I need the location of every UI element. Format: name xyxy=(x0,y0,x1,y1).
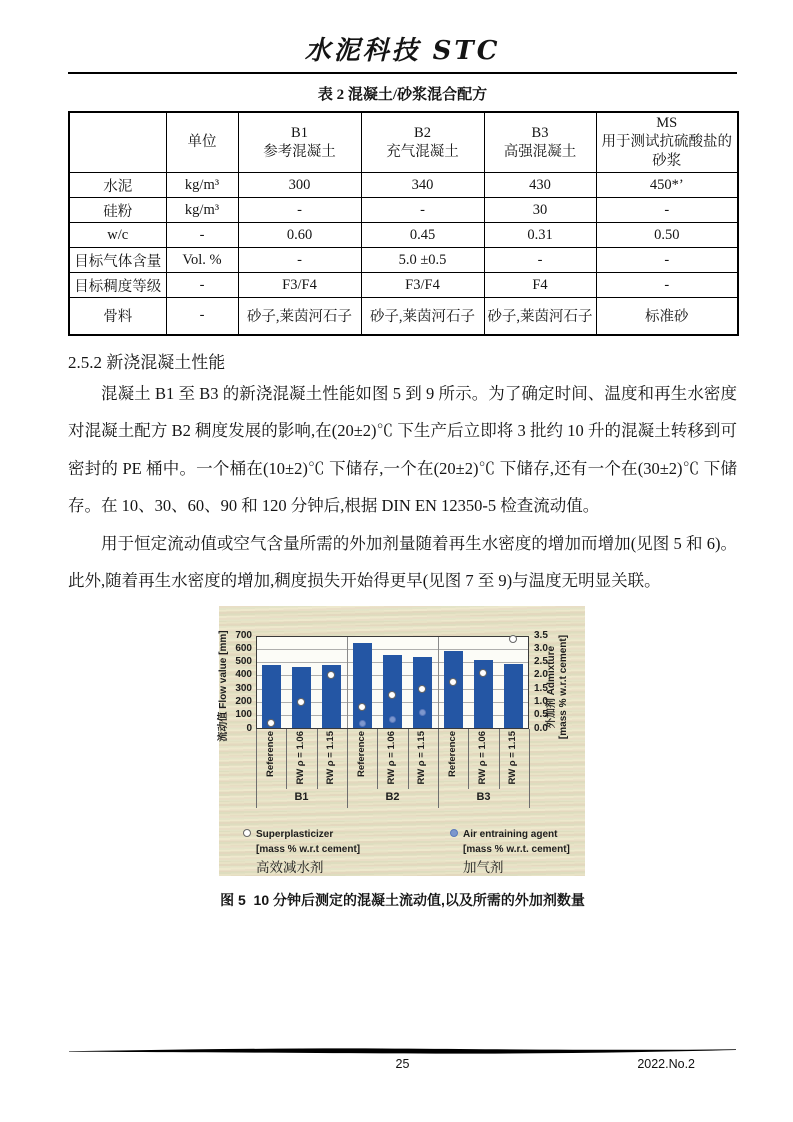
table-row xyxy=(69,223,738,248)
paragraph-1: 混凝土 B1 至 B3 的新浇混凝土性能如图 5 到 9 所示。为了确定时间、温度和再生水密度对混凝土配方 B2 稠度发展的影响,在(20±2)℃ 下生产后立即将 3 批约 10 升的混凝土转移到可密封的 PE 桶中。一个桶在(10±2)℃ 下储存,一个在(20±2)℃ 下储存,还有一个在(30±2)℃ 下储存。在 10、30、60、90 和 120 分钟后,根据 DIN EN 12350-5 检查流动值。 xyxy=(68,383,737,515)
table-cell-b3: F4 xyxy=(484,273,596,298)
table-cell-b3: 砂子,莱茵河石子 xyxy=(484,298,596,335)
table-row xyxy=(69,273,738,298)
left-axis-tick: 100 xyxy=(235,709,252,721)
x-group-separator xyxy=(256,729,257,808)
table-cell-b3: 0.31 xyxy=(484,223,596,248)
x-tick-label: RW ρ = 1.06 xyxy=(295,730,307,784)
right-axis-tick: 2.0 xyxy=(534,669,548,681)
header-cell-b2: B2 充气混凝土 xyxy=(361,112,484,173)
air-entraining-point xyxy=(359,720,366,727)
page-number: 25 xyxy=(395,1057,410,1071)
x-label-separator xyxy=(286,729,287,789)
table-cell-unit: Vol. % xyxy=(166,248,238,273)
right-axis-tick: 1.0 xyxy=(534,695,548,707)
table-cell-ms: - xyxy=(596,198,738,223)
table-cell-unit: - xyxy=(166,273,238,298)
page-footer xyxy=(68,1046,737,1073)
x-group-separator xyxy=(347,729,348,808)
table-cell-ms: - xyxy=(596,248,738,273)
x-tick-label: RW ρ = 1.06 xyxy=(477,730,489,784)
left-axis-tick: 400 xyxy=(235,669,252,681)
table-row xyxy=(69,298,738,335)
group-label: B1 xyxy=(294,790,309,803)
table-cell-label: 硅粉 xyxy=(69,198,166,223)
section-heading: 2.5.2 新浇混凝土性能 xyxy=(68,352,226,372)
gridline xyxy=(257,649,528,650)
legend-unit: [mass % w.r.t. cement] xyxy=(463,843,570,855)
legend-air-entraining xyxy=(450,827,570,875)
table-cell-ms: 标准砂 xyxy=(596,298,738,335)
left-axis-tick: 600 xyxy=(235,642,252,654)
x-label-separator xyxy=(468,729,469,789)
x-tick-label: Reference xyxy=(447,730,458,777)
group-divider xyxy=(438,637,439,728)
mix-design-table xyxy=(68,111,739,336)
table-cell-ms: - xyxy=(596,273,738,298)
footer-text xyxy=(68,1057,737,1073)
group-label: B2 xyxy=(385,790,400,803)
legend-label: Superplasticizer xyxy=(256,828,334,840)
right-axis-tick: 2.5 xyxy=(534,656,548,668)
group-divider xyxy=(347,637,348,728)
table-cell-unit: - xyxy=(166,223,238,248)
left-axis-label: 流动值 Flow value [mm] xyxy=(218,629,229,742)
x-tick-label: RW ρ = 1.15 xyxy=(507,730,519,784)
table-cell-b2: 0.45 xyxy=(361,223,484,248)
table-header-row xyxy=(69,112,738,173)
table-cell-b2: - xyxy=(361,198,484,223)
table-cell-ms: 450*’ xyxy=(596,173,738,198)
table-cell-label: 水泥 xyxy=(69,173,166,198)
paragraph-2: 用于恒定流动值或空气含量所需的外加剂量随着再生水密度的增加而增加(见图 5 和 6)。此外,随着再生水密度的增加,稠度损失开始得更早(见图 7 至 9)与温度无明显关联。 xyxy=(68,533,737,590)
x-label-separator xyxy=(499,729,500,789)
journal-title: 水泥科技 STC xyxy=(304,36,501,66)
table-row xyxy=(69,248,738,273)
group-label: B3 xyxy=(476,790,491,803)
left-axis-tick: 0 xyxy=(246,722,252,734)
right-axis-label: 外加剂 Admixture [mass % w.r.t cement] xyxy=(546,634,569,739)
legend-label: Air entraining agent xyxy=(463,828,558,840)
table-cell-b2: 砂子,莱茵河石子 xyxy=(361,298,484,335)
figure-5-image xyxy=(219,606,585,876)
air-entraining-point xyxy=(389,716,396,723)
table-cell-label: 目标稠度等级 xyxy=(69,273,166,298)
legend-text xyxy=(256,827,360,875)
table-cell-b1: F3/F4 xyxy=(238,273,361,298)
left-axis-tick: 300 xyxy=(235,682,252,694)
x-tick-label: RW ρ = 1.15 xyxy=(325,730,337,784)
superplasticizer-point xyxy=(479,669,487,677)
table-cell-b1: 砂子,莱茵河石子 xyxy=(238,298,361,335)
superplasticizer-point xyxy=(418,685,426,693)
legend-text xyxy=(463,827,570,875)
table-cell-b2: F3/F4 xyxy=(361,273,484,298)
open-circle-marker xyxy=(243,829,251,837)
header-divider xyxy=(68,72,737,74)
figure-caption: 图 5 10 分钟后测定的混凝土流动值,以及所需的外加剂数量 xyxy=(220,891,585,908)
table-cell-unit: - xyxy=(166,298,238,335)
flow-value-bar xyxy=(353,643,372,728)
right-axis-tick: 0.5 xyxy=(534,709,548,721)
table-row xyxy=(69,173,738,198)
legend-label-cn: 高效减水剂 xyxy=(256,859,324,875)
table-cell-b1: 0.60 xyxy=(238,223,361,248)
left-axis-tick: 500 xyxy=(235,656,252,668)
table-cell-b1: - xyxy=(238,198,361,223)
x-group-separator xyxy=(529,729,530,808)
table-cell-label: w/c xyxy=(69,223,166,248)
legend-label-cn: 加气剂 xyxy=(463,859,504,875)
table-cell-b1: - xyxy=(238,248,361,273)
footer-divider xyxy=(68,1046,737,1056)
air-entraining-point xyxy=(419,709,426,716)
header-cell-ms: MS 用于测试抗硫酸盐的砂浆 xyxy=(596,112,738,173)
table-cell-ms: 0.50 xyxy=(596,223,738,248)
flow-value-bar xyxy=(504,664,523,728)
right-axis-tick: 3.0 xyxy=(534,642,548,654)
table-row xyxy=(69,198,738,223)
superplasticizer-point xyxy=(297,698,305,706)
table-cell-b2: 340 xyxy=(361,173,484,198)
filled-circle-marker xyxy=(450,829,458,837)
x-label-separator xyxy=(317,729,318,789)
x-tick-label: RW ρ = 1.06 xyxy=(386,730,398,784)
x-tick-label: RW ρ = 1.15 xyxy=(416,730,428,784)
x-tick-label: Reference xyxy=(265,730,276,777)
x-group-separator xyxy=(438,729,439,808)
table-cell-b3: - xyxy=(484,248,596,273)
x-tick-label: Reference xyxy=(356,730,367,777)
header-cell-b3: B3 高强混凝土 xyxy=(484,112,596,173)
right-axis-tick: 0.0 xyxy=(534,722,548,734)
table-cell-b1: 300 xyxy=(238,173,361,198)
table-caption: 表 2 混凝土/砂浆混合配方 xyxy=(317,87,488,103)
right-axis-tick: 3.5 xyxy=(534,629,548,641)
legend-superplasticizer xyxy=(243,827,360,875)
header-cell-unit: 单位 xyxy=(166,112,238,173)
table-cell-b3: 430 xyxy=(484,173,596,198)
issue-number: 2022.No.2 xyxy=(637,1057,695,1071)
table-cell-unit: kg/m³ xyxy=(166,198,238,223)
table-cell-b3: 30 xyxy=(484,198,596,223)
left-axis-tick: 700 xyxy=(235,629,252,641)
legend-unit: [mass % w.r.t cement] xyxy=(256,843,361,855)
right-axis-tick: 1.5 xyxy=(534,682,548,694)
table-cell-label: 骨料 xyxy=(69,298,166,335)
header-cell-b1: B1 参考混凝土 xyxy=(238,112,361,173)
x-label-separator xyxy=(377,729,378,789)
table-cell-label: 目标气体含量 xyxy=(69,248,166,273)
superplasticizer-point xyxy=(449,678,457,686)
header-cell-blank xyxy=(69,112,166,173)
flow-value-bar xyxy=(444,651,463,728)
x-label-separator xyxy=(408,729,409,789)
left-axis-tick: 200 xyxy=(235,695,252,707)
table-cell-unit: kg/m³ xyxy=(166,173,238,198)
table-cell-b2: 5.0 ±0.5 xyxy=(361,248,484,273)
